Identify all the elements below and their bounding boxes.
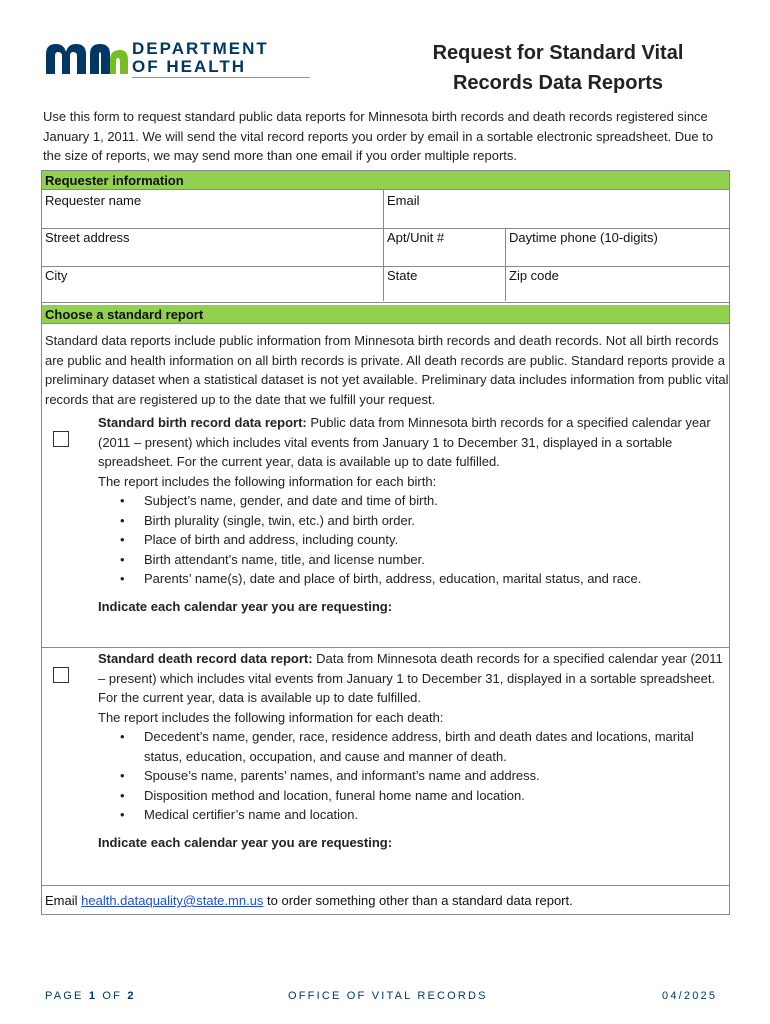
birth-info-item: • Place of birth and address, including county.	[98, 530, 728, 550]
birth-info-list	[98, 491, 728, 589]
state-field[interactable]	[387, 268, 503, 300]
logo-text	[132, 40, 269, 76]
birth-year-prompt: Indicate each calendar year you are requesting:	[98, 598, 393, 614]
page-number	[45, 990, 136, 1002]
birth-info-item: • Parents’ name(s), date and place of birth, address, education, marital status, and race.	[98, 569, 728, 589]
city-field[interactable]	[45, 268, 381, 300]
revision-date: 04/2025	[662, 990, 718, 1002]
birth-info-item: • Birth attendant’s name, title, and license number.	[98, 550, 728, 570]
death-info-list	[98, 727, 728, 825]
mn-health-logo	[44, 40, 274, 76]
apt-unit-field[interactable]	[387, 230, 503, 264]
email-prefix: Email	[45, 893, 82, 908]
page-current: 1	[88, 990, 98, 1002]
death-info-item: • Medical certifier’s name and location.	[98, 805, 728, 825]
divider-row-1	[42, 228, 729, 229]
birth-report-title: Standard birth record data report:	[98, 415, 307, 430]
birth-info-item: • Subject’s name, gender, and date and time of birth.	[98, 491, 728, 511]
daytime-phone-label: Daytime phone (10-digits)	[509, 230, 658, 245]
email-field[interactable]	[387, 193, 727, 227]
logo-line-department: DEPARTMENT	[132, 39, 269, 58]
page-title	[400, 38, 716, 98]
office-name: OFFICE OF VITAL RECORDS	[288, 990, 488, 1002]
divider-email-row	[42, 885, 729, 886]
birth-report-summary	[98, 413, 728, 472]
city-label: City	[45, 268, 68, 283]
street-address-field[interactable]	[45, 230, 381, 264]
requester-name-field[interactable]	[45, 193, 381, 227]
death-info-item: • Disposition method and location, funeral home name and location.	[98, 786, 728, 806]
street-address-label: Street address	[45, 230, 130, 245]
requester-section-heading: Requester information	[42, 171, 729, 190]
divider-vertical-1	[383, 190, 384, 301]
state-label: State	[387, 268, 418, 283]
report-description: Standard data reports include public information from Minnesota birth records and death records. Not all birth records are public and health information on all birth records is private. All death records are public. Standard reports provide a preliminary dataset when a statistical dataset is not yet available. Preliminary data includes information from public vital records that are registered up to the date that we fulfill your request.	[45, 333, 729, 407]
divider-row-2	[42, 266, 729, 267]
birth-info-item: • Birth plurality (single, twin, etc.) and birth order.	[98, 511, 728, 531]
page-of: OF	[97, 990, 128, 1002]
divider-vertical-2	[505, 228, 506, 301]
report-section-heading: Choose a standard report	[42, 305, 729, 324]
death-info-item: • Spouse’s name, parents’ names, and informant’s name and address.	[98, 766, 728, 786]
mn-logo-icon	[44, 40, 130, 76]
birth-list-intro: The report includes the following information for each birth:	[98, 473, 437, 489]
zip-code-field[interactable]	[509, 268, 727, 300]
page-total: 2	[127, 990, 136, 1002]
birth-report-text	[98, 413, 728, 616]
title-line-1: Request for Standard Vital	[432, 42, 684, 64]
logo-underline	[132, 77, 310, 78]
death-info-item: • Decedent’s name, gender, race, residence address, birth and death dates and locations, marital status, education, occupation, and cause and manner of death.	[98, 727, 728, 766]
death-report-checkbox[interactable]	[53, 667, 69, 683]
request-form	[41, 170, 730, 915]
divider-section-2	[42, 302, 729, 303]
birth-report-checkbox[interactable]	[53, 431, 69, 447]
zip-code-label: Zip code	[509, 268, 559, 283]
death-report-text	[98, 649, 728, 852]
divider-birth-death	[42, 647, 729, 648]
death-report-summary	[98, 649, 728, 708]
death-report-title: Standard death record data report:	[98, 651, 313, 666]
page-prefix: PAGE	[45, 990, 89, 1002]
title-line-2: Records Data Reports	[452, 72, 664, 94]
intro-paragraph: Use this form to request standard public data reports for Minnesota birth records and death records registered since January 1, 2011. We will send the vital record reports you order by email in a sortable electronic spreadsheet. Due to the size of reports, we may send more than one email if you order multiple reports.	[43, 109, 714, 163]
death-year-prompt: Indicate each calendar year you are requesting:	[98, 834, 393, 850]
email-label: Email	[387, 193, 420, 208]
apt-unit-label: Apt/Unit #	[387, 230, 445, 245]
email-instruction	[45, 891, 573, 910]
dataquality-email-link[interactable]: health.dataquality@state.mn.us	[81, 893, 264, 908]
requester-name-label: Requester name	[45, 193, 142, 208]
birth-report-body: Public data from Minnesota birth records for a specified calendar year (2011 – present) which includes vital events from January 1 to December 31, displayed in a sortable spreadsheet. For the current year, data is available up to date fulfilled.	[98, 415, 711, 469]
logo-line-health: OF HEALTH	[132, 57, 247, 76]
daytime-phone-field[interactable]	[509, 230, 727, 264]
death-report-body: Data from Minnesota death records for a specified calendar year (2011 – present) which includes vital events from January 1 to December 31, displayed in a sortable spreadsheet. For the current year, data is available up to date fulfilled.	[98, 651, 723, 705]
death-list-intro: The report includes the following information for each death:	[98, 709, 444, 725]
email-suffix: to order something other than a standard data report.	[263, 893, 573, 908]
